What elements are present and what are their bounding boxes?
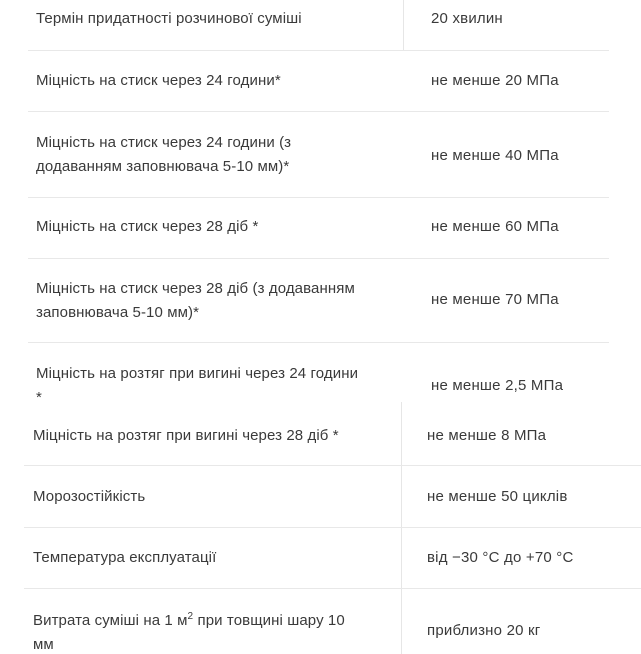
row-label: Температура експлуатації [33,549,217,566]
table-row [0,198,641,259]
table-row [0,589,641,654]
row-label-text: Витрата суміші на 1 м [33,612,188,629]
row-value: приблизно 20 кг [427,622,541,639]
row-label: Термін придатності розчинової суміші [36,10,302,27]
table-row [0,466,641,528]
table-row [0,51,641,112]
row-value: не менше 2,5 МПа [431,377,564,394]
column-divider [401,402,402,466]
row-label: Міцність на стиск через 24 години (з додаванням заповнювача 5-10 мм)* [36,134,292,175]
column-divider [403,0,404,51]
superscript-exponent: 2 [187,611,194,622]
table-row [0,404,641,466]
row-value: не менше 20 МПа [431,72,559,89]
row-label-text-continued: при товщині шару 10 мм [33,612,345,653]
column-divider [401,528,402,589]
row-value: від −30 °С до +70 °С [427,549,574,566]
row-label: Міцність на стиск через 28 діб * [36,218,259,235]
row-value: не менше 40 МПа [431,147,559,164]
row-label: Морозостійкість [33,488,146,505]
table-row [0,112,641,198]
row-value: не менше 8 МПа [427,427,547,444]
table-row [0,528,641,589]
row-label: Міцність на розтяг при вигині через 24 години * [36,365,359,404]
row-value: 20 хвилин [431,10,503,27]
row-label [33,609,345,654]
row-value: не менше 50 циклів [427,488,568,505]
table-row [0,259,641,343]
row-label: Міцність на розтяг при вигині через 28 діб * [33,427,339,444]
row-label: Міцність на стиск через 24 години* [36,72,281,89]
column-divider [401,466,402,528]
row-value: не менше 60 МПа [431,218,559,235]
row-value: не менше 70 МПа [431,291,559,308]
table-row [0,0,641,51]
row-label: Міцність на стиск через 28 діб (з додаванням заповнювача 5-10 мм)* [36,280,355,321]
column-divider [401,589,402,654]
table-row [0,343,641,404]
